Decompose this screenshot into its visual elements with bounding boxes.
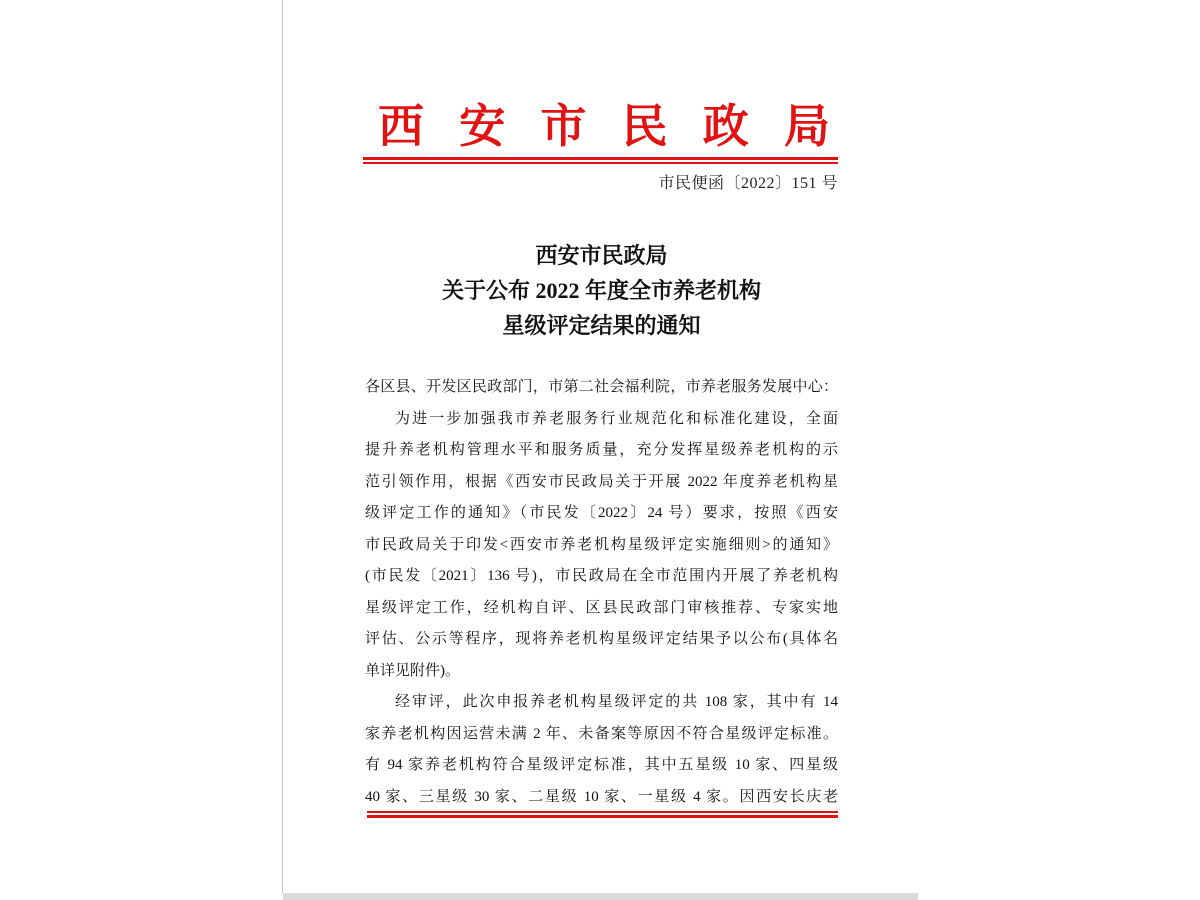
body-line: 星级评定工作，经机构自评、区县民政部门审核推荐、专家实地 — [365, 599, 838, 616]
letterhead-double-rule — [363, 157, 838, 164]
body-line: 家养老机构因运营未满 2 年、未备案等原因不符合星级评定标准。 — [365, 725, 838, 742]
body-line: 提升养老机构管理水平和服务质量，充分发挥星级养老机构的示 — [365, 442, 838, 458]
bottom-rule-thick — [367, 815, 838, 818]
body-line: 范引领作用，根据《西安市民政局关于开展 2022 年度养老机构星 — [365, 473, 838, 490]
body-line: 经审评，此次申报养老机构星级评定的共 108 家，其中有 14 — [395, 694, 838, 710]
notice-title-line-1: 西安市民政局 — [535, 243, 668, 268]
letterhead-char: 局 — [783, 101, 830, 152]
body-line: 单详见附件)。 — [365, 662, 460, 679]
salutation-line: 各区县、开发区民政部门，市第二社会福利院，市养老服务发展中心： — [365, 379, 838, 395]
notice-title-line-3: 星级评定结果的通知 — [502, 313, 701, 338]
page-bottom-double-rule — [367, 811, 838, 818]
letterhead-rule-thin — [363, 162, 838, 164]
letterhead-char: 西 — [378, 101, 424, 152]
letterhead-char: 安 — [459, 101, 506, 152]
body-line: 有 94 家养老机构符合星级评定标准，其中五星级 10 家、四星级 — [365, 757, 838, 773]
document-number: 市民便函〔2022〕151 号 — [658, 175, 838, 192]
page-bottom-edge — [283, 893, 918, 900]
notice-title — [345, 238, 858, 343]
body-line: 市民政局关于印发<西安市养老机构星级评定实施细则>的通知》 — [365, 536, 838, 553]
letterhead-char: 市 — [540, 101, 587, 152]
body-line: 评估、公示等程序，现将养老机构星级评定结果予以公布(具体名 — [365, 631, 838, 647]
letterhead-char: 政 — [702, 101, 749, 152]
notice-body — [365, 372, 838, 813]
body-line: (市民发〔2021〕136 号)，市民政局在全市范围内开展了养老机构 — [365, 568, 838, 584]
letterhead-char: 民 — [621, 101, 668, 152]
document-page — [283, 0, 917, 893]
notice-title-line-2: 关于公布 2022 年度全市养老机构 — [441, 278, 761, 303]
body-line: 40 家、三星级 30 家、二星级 10 家、一星级 4 家。因西安长庆老 — [365, 788, 838, 805]
letterhead-org-name — [378, 102, 830, 152]
body-line: 级评定工作的通知》（市民发〔2022〕24 号）要求，按照《西安 — [365, 505, 838, 521]
body-line: 为进一步加强我市养老服务行业规范化和标准化建设，全面 — [395, 410, 838, 427]
